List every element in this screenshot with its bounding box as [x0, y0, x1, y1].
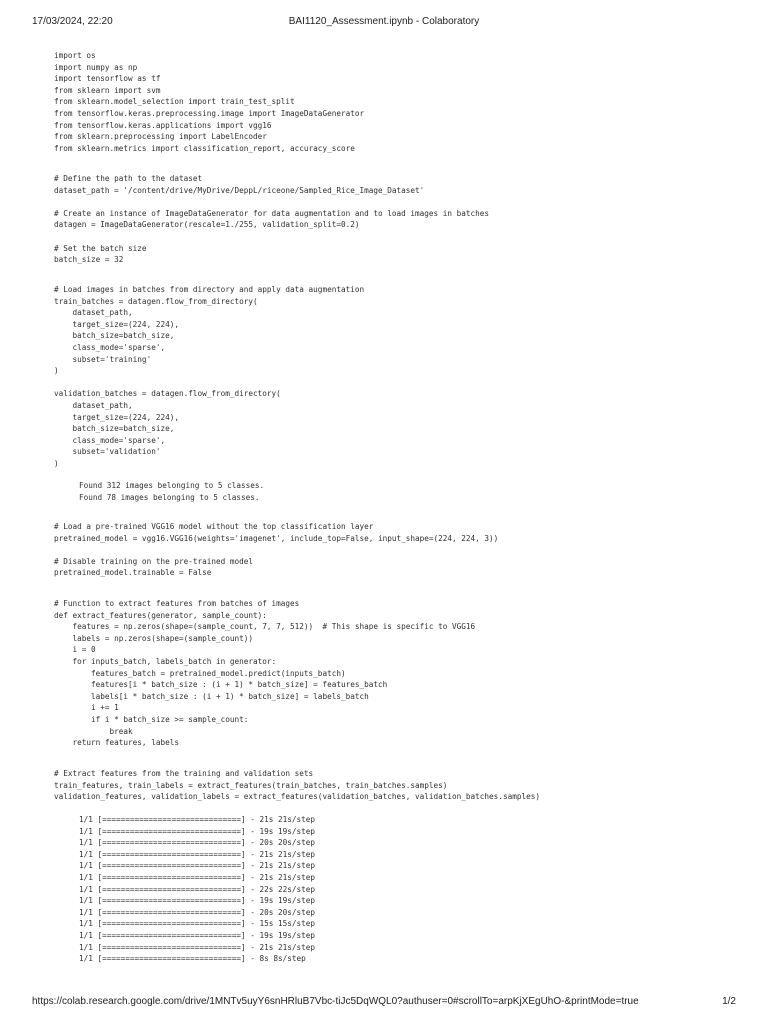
- code-line: [54, 377, 364, 389]
- cell-output-extract: [54, 814, 315, 965]
- code-cell-flow-from-directory[interactable]: [54, 284, 364, 470]
- cell-output-flow: [54, 480, 264, 503]
- code-line: dataset_path,: [54, 308, 133, 318]
- code-line: i += 1: [54, 703, 119, 713]
- code-line: import numpy as np: [54, 62, 138, 72]
- code-line: # Set the batch size: [54, 243, 147, 253]
- code-line: batch_size=batch_size,: [54, 331, 175, 341]
- code-line: validation_features, validation_labels = extract_features(validation_batches, validation_batches.samples): [54, 792, 540, 802]
- code-line: dataset_path,: [54, 400, 133, 410]
- code-line: # Disable training on the pre-trained model: [54, 556, 254, 566]
- code-line: 1/1 [==============================] - 21s 21s/step: [79, 849, 316, 859]
- code-line: 1/1 [==============================] - 21s 21s/step: [79, 942, 316, 952]
- code-line: def extract_features(generator, sample_count):: [54, 610, 267, 620]
- code-line: class_mode='sparse',: [54, 342, 166, 352]
- code-line: pretrained_model.trainable = False: [54, 568, 212, 578]
- code-line: subset='validation': [54, 447, 161, 457]
- code-line: 1/1 [==============================] - 22s 22s/step: [79, 884, 316, 894]
- code-line: target_size=(224, 224),: [54, 412, 179, 422]
- code-line: train_batches = datagen.flow_from_directory(: [54, 296, 258, 306]
- code-cell-dataset-setup[interactable]: [54, 173, 489, 266]
- code-line: # Load a pre-trained VGG16 model without the top classification layer: [54, 522, 374, 531]
- code-line: target_size=(224, 224),: [54, 319, 179, 329]
- code-line: # Define the path to the dataset: [54, 174, 203, 183]
- page-url: https://colab.research.google.com/drive/1MNTv5uyY6snHRluB7Vbc-tiJc5DqWQL0?authuser=0#scrollTo=arpKjXEgUhO-&printMode=true: [32, 996, 639, 1007]
- code-cell-extract-function[interactable]: [54, 598, 475, 749]
- code-line: from sklearn.preprocessing import LabelEncoder: [54, 132, 267, 142]
- notebook-title: BAI1120_Assessment.ipynb - Colaboratory: [288, 16, 480, 27]
- code-line: datagen = ImageDataGenerator(rescale=1./255, validation_split=0.2): [54, 220, 360, 230]
- code-line: batch_size=batch_size,: [54, 424, 175, 434]
- code-line: Found 312 images belonging to 5 classes.: [79, 481, 265, 490]
- code-line: labels[i * batch_size : (i + 1) * batch_size] = labels_batch: [54, 691, 369, 701]
- code-line: # Create an instance of ImageDataGenerator for data augmentation and to load images in batches: [54, 208, 490, 218]
- code-line: [54, 196, 489, 208]
- code-cell-vgg16[interactable]: [54, 521, 498, 579]
- code-line: 1/1 [==============================] - 19s 19s/step: [79, 826, 316, 836]
- code-line: features[i * batch_size : (i + 1) * batch_size] = features_batch: [54, 680, 388, 690]
- code-line: 1/1 [==============================] - 8s 8s/step: [79, 954, 306, 964]
- code-line: import os: [54, 51, 96, 60]
- code-line: # Extract features from the training and validation sets: [54, 769, 314, 778]
- code-line: labels = np.zeros(shape=(sample_count)): [54, 633, 254, 643]
- code-line: class_mode='sparse',: [54, 435, 166, 445]
- code-line: dataset_path = '/content/drive/MyDrive/DeppL/riceone/Sampled_Rice_Image_Dataset': [54, 185, 425, 195]
- code-cell-imports[interactable]: [54, 50, 364, 154]
- code-line: 1/1 [==============================] - 20s 20s/step: [79, 838, 316, 848]
- code-line: [54, 544, 498, 556]
- code-cell-extract-features[interactable]: [54, 768, 540, 803]
- code-line: features = np.zeros(shape=(sample_count, 7, 7, 512)) # This shape is specific to VGG16: [54, 622, 476, 632]
- code-line: for inputs_batch, labels_batch in generator:: [54, 656, 277, 666]
- code-line: 1/1 [==============================] - 19s 19s/step: [79, 930, 316, 940]
- code-line: batch_size = 32: [54, 255, 124, 265]
- code-line: import tensorflow as tf: [54, 74, 161, 84]
- code-line: [54, 231, 489, 243]
- code-line: from sklearn import svm: [54, 85, 161, 95]
- code-line: return features, labels: [54, 738, 179, 748]
- print-footer: [32, 996, 736, 1010]
- code-line: 1/1 [==============================] - 15s 15s/step: [79, 919, 316, 929]
- code-line: train_features, train_labels = extract_features(train_batches, train_batches.samples): [54, 780, 448, 790]
- print-header: [32, 16, 736, 30]
- code-line: 1/1 [==============================] - 20s 20s/step: [79, 907, 316, 917]
- code-line: 1/1 [==============================] - 21s 21s/step: [79, 861, 316, 871]
- code-line: # Load images in batches from directory and apply data augmentation: [54, 285, 365, 294]
- code-line: 1/1 [==============================] - 21s 21s/step: [79, 872, 316, 882]
- code-line: Found 78 images belonging to 5 classes.: [79, 492, 260, 502]
- code-line: # Function to extract features from batches of images: [54, 599, 300, 608]
- code-line: from sklearn.model_selection import train_test_split: [54, 97, 295, 107]
- page-number: 1/2: [722, 996, 736, 1007]
- code-line: ): [54, 366, 59, 376]
- code-line: ): [54, 458, 59, 468]
- code-line: if i * batch_size >= sample_count:: [54, 714, 249, 724]
- code-line: subset='training': [54, 354, 152, 364]
- code-line: from sklearn.metrics import classification_report, accuracy_score: [54, 143, 355, 153]
- code-line: i = 0: [54, 645, 96, 655]
- code-line: from tensorflow.keras.preprocessing.image import ImageDataGenerator: [54, 108, 365, 118]
- code-line: validation_batches = datagen.flow_from_directory(: [54, 389, 281, 399]
- code-line: pretrained_model = vgg16.VGG16(weights='imagenet', include_top=False, input_shape=(224, 224, 3)): [54, 533, 499, 543]
- code-line: features_batch = pretrained_model.predict(inputs_batch): [54, 668, 346, 678]
- code-line: from tensorflow.keras.applications import vgg16: [54, 120, 272, 130]
- code-line: break: [54, 726, 133, 736]
- code-line: 1/1 [==============================] - 19s 19s/step: [79, 896, 316, 906]
- code-line: 1/1 [==============================] - 21s 21s/step: [79, 815, 316, 824]
- print-datetime: 17/03/2024, 22:20: [32, 16, 113, 27]
